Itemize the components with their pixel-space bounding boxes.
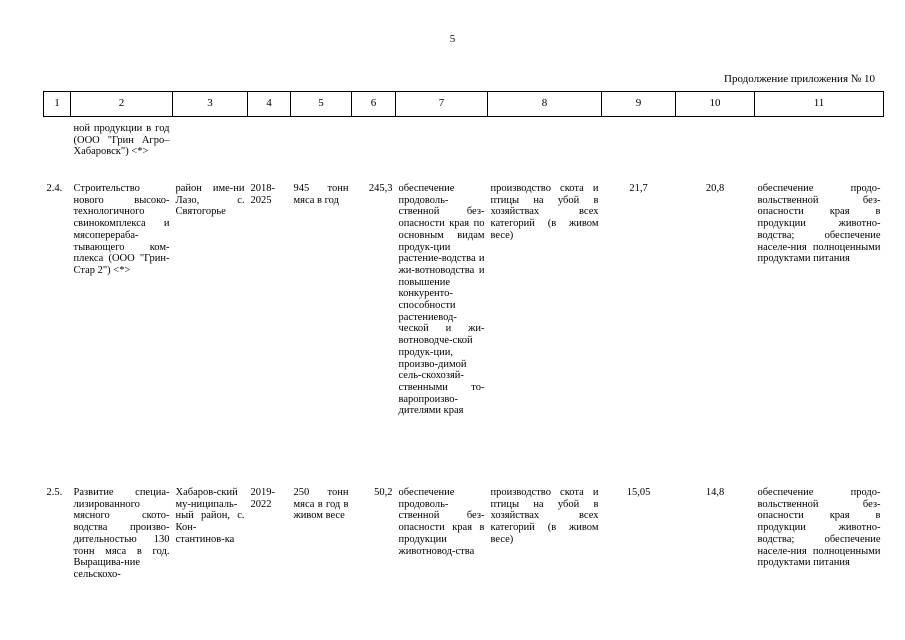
value-cell: 21,7 — [629, 183, 648, 194]
location-cell: район име-ни Лазо, с. Святогорье — [175, 183, 245, 218]
capacity-cell: 250 тонн мяса в год в живом весе — [293, 487, 349, 522]
column-number-header: 8 — [488, 92, 602, 117]
value-cell — [602, 117, 676, 180]
column-number-header: 4 — [248, 92, 291, 117]
period-cell: 2018-2025 — [250, 183, 275, 206]
value-cell: 14,8 — [705, 487, 725, 498]
row-number-cell: 2.4. — [46, 183, 63, 194]
period-cell — [248, 117, 291, 180]
goal-cell — [396, 117, 488, 180]
project-name-cell: Строительство нового высоко-технологичного свинокомплекса и мясоперераба-тывающего ком-плекса (ООО "Грин-Стар 2") <*> — [73, 183, 170, 276]
appendix-table — [43, 91, 884, 581]
period-cell: 2019-2022 — [250, 487, 275, 510]
capacity-cell: 945 тонн мяса в год — [293, 183, 349, 206]
value-cell — [676, 117, 755, 180]
column-number-header: 7 — [396, 92, 488, 117]
column-number-header: 11 — [755, 92, 884, 117]
capacity-cell — [291, 117, 352, 180]
row-number-cell: 2.5. — [46, 487, 63, 498]
project-name-cell: ной продукции в год (ООО "Грин Агро– Хабаровск") <*> — [73, 123, 170, 158]
column-number-header: 6 — [352, 92, 396, 117]
table-row — [44, 483, 884, 581]
effect-cell — [755, 117, 884, 180]
column-number-header: 3 — [173, 92, 248, 117]
value-cell: 50,2 — [374, 487, 393, 498]
column-number-header: 9 — [602, 92, 676, 117]
table-row — [44, 117, 884, 180]
effect-cell: обеспечение продо-вольственной без-опасности края в продукции животно-водства; обеспечение населе-ния полноценными продуктами питания — [757, 487, 881, 569]
indicator-cell — [488, 117, 602, 180]
goal-cell: обеспечение продоволь-ственной без-опасности края в продукции животновод-ства — [398, 487, 485, 557]
effect-cell: обеспечение продо-вольственной без-опасности края в продукции животно-водства; обеспечение населе-ния полноценными продуктами питания — [757, 183, 881, 265]
project-name-cell: Развитие специа-лизированного мясного ското-водства произво-дительностью 130 тонн мяса в год. Выращива-ние сельскохо- — [73, 487, 170, 580]
row-number-cell — [44, 117, 71, 180]
table-header-row — [44, 92, 884, 117]
indicator-cell: производство скота и птицы на убой в хозяйствах всех категорий (в живом весе) — [490, 183, 599, 241]
continuation-label: Продолжение приложения № 10 — [724, 73, 875, 85]
value-cell: 245,3 — [368, 183, 393, 194]
column-number-header: 2 — [71, 92, 173, 117]
goal-cell: обеспечение продоволь-ственной без-опасности края по основным видам продук-ции растение-водства и жи-вотноводства и повышение конкуренто-способности растениевод-ческой и жи-вотноводче-ской продук-ции, произво-димой сель-скохозяй-ственными то-варопроизво-дителями края — [398, 183, 485, 417]
value-cell: 15,05 — [626, 487, 651, 498]
location-cell: Хабаров-ский му-ниципаль-ный район, с. Кон-стантинов-ка — [175, 487, 245, 545]
page-number: 5 — [449, 33, 456, 45]
indicator-cell: производство скота и птицы на убой в хозяйствах всех категорий (в живом весе) — [490, 487, 599, 545]
column-number-header: 1 — [44, 92, 71, 117]
column-number-header: 10 — [676, 92, 755, 117]
location-cell — [173, 117, 248, 180]
table-row — [44, 179, 884, 483]
value-cell: 20,8 — [705, 183, 725, 194]
value-cell — [352, 117, 396, 180]
column-number-header: 5 — [291, 92, 352, 117]
